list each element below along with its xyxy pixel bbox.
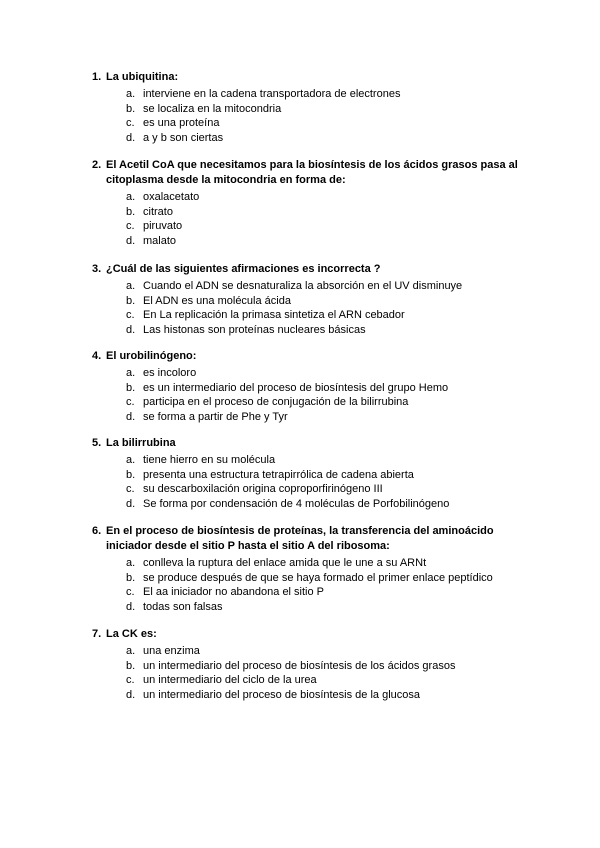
option-text: es una proteína: [143, 117, 220, 130]
option-text: se forma a partir de Phe y Tyr: [143, 410, 288, 423]
option-text: un intermediario del proceso de biosíntesis de la glucosa: [143, 688, 420, 701]
question-heading: [92, 349, 532, 364]
option-text: oxalacetato: [143, 191, 200, 203]
option-b: [92, 571, 532, 586]
option-c: [92, 585, 532, 600]
option-d: [92, 410, 532, 425]
option-text: interviene en la cadena transportadora de electrones: [143, 88, 401, 100]
option-b: [92, 205, 532, 220]
option-a: [92, 453, 532, 468]
question-heading: [92, 70, 532, 85]
question-number: 3.: [92, 263, 102, 275]
option-letter: a.: [126, 367, 136, 379]
option-text: citrato: [143, 205, 173, 218]
option-b: [92, 381, 532, 396]
option-letter: d.: [126, 234, 136, 247]
question-heading: [92, 436, 532, 451]
option-c: [92, 308, 532, 323]
option-d: [92, 688, 532, 703]
option-letter: c.: [126, 674, 135, 687]
option-text: un intermediario del proceso de biosíntesis de los ácidos grasos: [143, 659, 456, 672]
option-letter: d.: [126, 323, 136, 336]
option-text: piruvato: [143, 220, 183, 233]
option-list: [92, 279, 532, 337]
question-1: [92, 70, 532, 145]
option-a: [92, 644, 532, 659]
option-letter: c.: [126, 117, 135, 130]
option-letter: b.: [126, 102, 136, 115]
option-text: es un intermediario del proceso de biosíntesis del grupo Hemo: [143, 381, 449, 394]
option-b: [92, 468, 532, 483]
option-letter: b.: [126, 294, 136, 307]
option-letter: b.: [126, 205, 136, 218]
option-d: [92, 323, 532, 338]
question-text: La bilirrubina: [106, 437, 176, 449]
option-letter: c.: [126, 309, 135, 322]
question-text: El urobilinógeno:: [106, 350, 197, 362]
option-d: [92, 131, 532, 146]
question-2: [92, 158, 532, 248]
option-letter: b.: [126, 468, 136, 481]
option-letter: d.: [126, 600, 136, 613]
option-text: es incoloro: [143, 367, 197, 379]
option-letter: d.: [126, 497, 136, 510]
question-number: 2.: [92, 159, 102, 171]
option-text: El aa iniciador no abandona el sitio P: [143, 586, 325, 599]
option-list: [92, 87, 532, 145]
option-letter: c.: [126, 396, 135, 409]
question-heading: [92, 262, 532, 277]
option-list: [92, 190, 532, 248]
option-letter: a.: [126, 88, 136, 100]
option-text: Se forma por condensación de 4 moléculas de Porfobilinógeno: [143, 497, 450, 510]
option-text: se produce después de que se haya formado el primer enlace peptídico: [143, 571, 493, 584]
option-letter: b.: [126, 571, 136, 584]
question-number: 6.: [92, 525, 102, 537]
option-c: [92, 219, 532, 234]
option-b: [92, 659, 532, 674]
option-c: [92, 395, 532, 410]
option-letter: a.: [126, 557, 136, 569]
option-d: [92, 234, 532, 249]
option-letter: d.: [126, 131, 136, 144]
option-text: participa en el proceso de conjugación de la bilirrubina: [143, 396, 409, 409]
option-letter: a.: [126, 454, 136, 466]
question-4: [92, 349, 532, 424]
question-number: 1.: [92, 71, 102, 83]
option-b: [92, 102, 532, 117]
option-text: todas son falsas: [143, 600, 223, 613]
question-number: 5.: [92, 437, 102, 449]
option-a: [92, 366, 532, 381]
option-letter: b.: [126, 381, 136, 394]
question-text: La CK es:: [106, 628, 157, 640]
option-list: [92, 644, 532, 702]
option-text: se localiza en la mitocondria: [143, 102, 282, 115]
option-text: a y b son ciertas: [143, 131, 224, 144]
option-b: [92, 294, 532, 309]
option-c: [92, 116, 532, 131]
option-a: [92, 190, 532, 205]
option-a: [92, 87, 532, 102]
option-a: [92, 556, 532, 571]
question-text: ¿Cuál de las siguientes afirmaciones es incorrecta ?: [106, 263, 381, 275]
question-3: [92, 262, 532, 337]
option-c: [92, 673, 532, 688]
option-list: [92, 366, 532, 424]
option-text: conlleva la ruptura del enlace amida que le une a su ARNt: [143, 557, 427, 569]
option-letter: b.: [126, 659, 136, 672]
option-list: [92, 453, 532, 511]
question-heading: [92, 524, 532, 554]
option-c: [92, 482, 532, 497]
question-text: En el proceso de biosíntesis de proteínas, la transferencia del aminoácido iniciador desde el sitio P hasta el sitio A del ribosoma:: [106, 525, 494, 552]
option-list: [92, 556, 532, 614]
option-d: [92, 600, 532, 615]
option-text: Las histonas son proteínas nucleares básicas: [143, 323, 366, 336]
option-text: su descarboxilación origina coproporfirinógeno III: [143, 483, 383, 496]
option-letter: d.: [126, 410, 136, 423]
option-letter: a.: [126, 280, 136, 292]
option-d: [92, 497, 532, 512]
option-text: El ADN es una molécula ácida: [143, 294, 291, 307]
question-number: 7.: [92, 628, 102, 640]
question-text: La ubiquitina:: [106, 71, 179, 83]
option-text: presenta una estructura tetrapirrólica de cadena abierta: [143, 468, 414, 481]
question-5: [92, 436, 532, 511]
question-7: [92, 627, 532, 702]
option-text: En La replicación la primasa sintetiza el ARN cebador: [143, 309, 405, 322]
option-text: tiene hierro en su molécula: [143, 454, 276, 466]
question-text: El Acetil CoA que necesitamos para la biosíntesis de los ácidos grasos pasa al citoplasma desde la mitocondria en forma de:: [106, 159, 518, 186]
question-6: [92, 524, 532, 614]
option-letter: a.: [126, 191, 136, 203]
option-a: [92, 279, 532, 294]
option-letter: d.: [126, 688, 136, 701]
question-heading: [92, 627, 532, 642]
option-letter: a.: [126, 645, 136, 657]
option-text: malato: [143, 234, 177, 247]
option-letter: c.: [126, 586, 135, 599]
question-heading: [92, 158, 532, 188]
option-text: una enzima: [143, 645, 200, 657]
option-text: Cuando el ADN se desnaturaliza la absorción en el UV disminuye: [143, 280, 463, 292]
option-letter: c.: [126, 483, 135, 496]
option-text: un intermediario del ciclo de la urea: [143, 674, 317, 687]
option-letter: c.: [126, 220, 135, 233]
question-number: 4.: [92, 350, 102, 362]
